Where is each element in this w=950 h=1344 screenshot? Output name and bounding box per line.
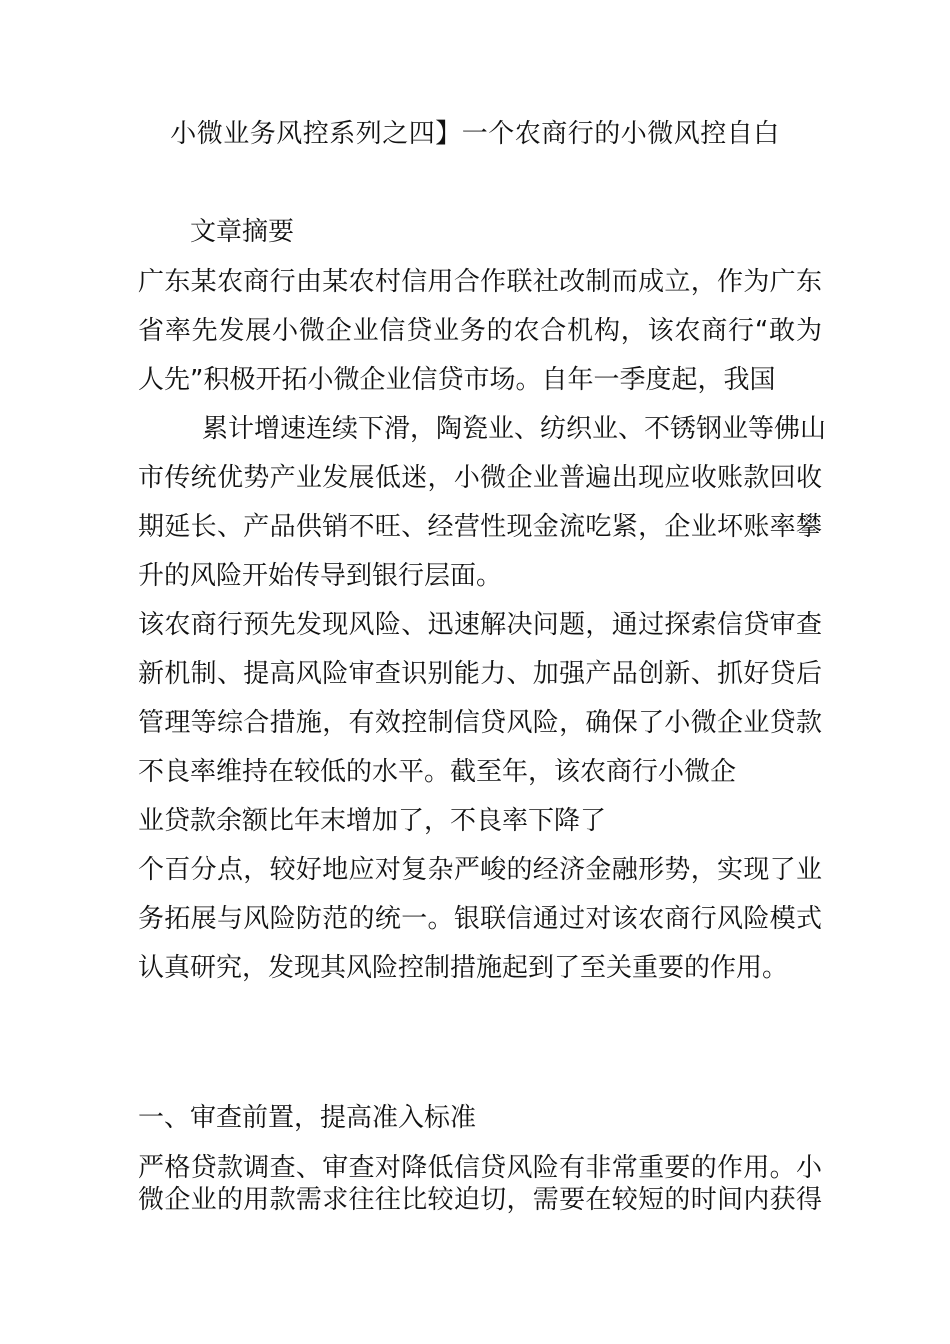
paragraph-line: 个百分点，较好地应对复杂严峻的经济金融形势，实现了业	[138, 855, 822, 885]
abstract-heading: 文章摘要	[190, 217, 295, 247]
section-heading: 一、审查前置，提高准入标准	[138, 1103, 477, 1133]
paragraph-line: 业贷款余额比年末增加了，不良率下降了	[138, 806, 607, 836]
paragraph-line: 认真研究，发现其风险控制措施起到了至关重要的作用。	[138, 953, 789, 983]
paragraph-line: 严格贷款调查、审查对降低信贷风险有非常重要的作用。小	[138, 1153, 822, 1183]
paragraph-line: 省率先发展小微企业信贷业务的农合机构，该农商行“敢为	[138, 316, 822, 346]
paragraph-line: 不良率维持在较低的水平。截至年，该农商行小微企	[138, 757, 737, 787]
paragraph-line: 微企业的用款需求往往比较迫切，需要在较短的时间内获得	[138, 1185, 822, 1215]
paragraph-line: 人先”积极开拓小微企业信贷市场。自年一季度起，我国	[138, 365, 776, 395]
document-title: 小微业务风控系列之四】一个农商行的小微风控自白	[170, 119, 780, 149]
paragraph-line: 升的风险开始传导到银行层面。	[138, 561, 503, 591]
paragraph-line: 期延长、产品供销不旺、经营性现金流吃紧，企业坏账率攀	[138, 512, 822, 542]
paragraph-line: 管理等综合措施，有效控制信贷风险，确保了小微企业贷款	[138, 708, 822, 738]
paragraph-line: 新机制、提高风险审查识别能力、加强产品创新、抓好贷后	[138, 659, 822, 689]
paragraph-line: 广东某农商行由某农村信用合作联社改制而成立，作为广东	[138, 267, 822, 297]
paragraph-line: 该农商行预先发现风险、迅速解决问题，通过探索信贷审查	[138, 610, 822, 640]
paragraph-line: 市传统优势产业发展低迷，小微企业普遍出现应收账款回收	[138, 463, 822, 493]
paragraph-line: 累计增速连续下滑，陶瓷业、纺织业、不锈钢业等佛山	[202, 414, 827, 444]
paragraph-line: 务拓展与风险防范的统一。银联信通过对该农商行风险模式	[138, 904, 822, 934]
